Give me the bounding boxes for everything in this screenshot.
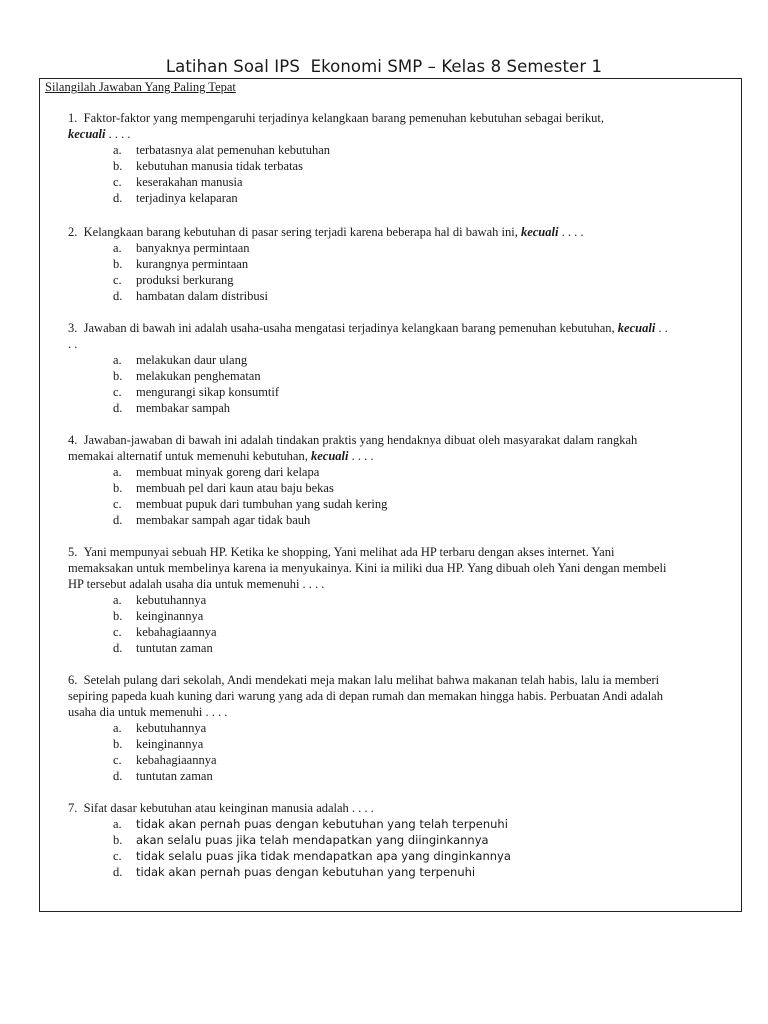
option-a[interactable]: a. membuat minyak goreng dari kelapa xyxy=(113,465,320,479)
option-d[interactable]: d. tuntutan zaman xyxy=(113,769,213,783)
question-6 xyxy=(68,672,738,784)
stem-suffix: . . . . xyxy=(558,225,584,239)
stem-line-3: usaha dia untuk memenuhi . . . . xyxy=(68,705,228,719)
option-list xyxy=(68,816,738,880)
option-d[interactable]: d. membakar sampah agar tidak bauh xyxy=(113,513,311,527)
stem-line-2: memaksakan untuk membelinya karena ia menyukainya. Kini ia miliki dua HP. Yang dibuah oleh Yani dengan membeli xyxy=(68,561,667,575)
option-list xyxy=(68,352,738,416)
option-c[interactable]: c. membuat pupuk dari tumbuhan yang sudah kering xyxy=(113,497,388,511)
option-d[interactable]: d. tuntutan zaman xyxy=(113,641,213,655)
question-number: 2. xyxy=(68,225,78,239)
kecuali-keyword: kecuali xyxy=(617,321,656,335)
option-c[interactable]: c. kebahagiaannya xyxy=(113,625,217,639)
option-list xyxy=(68,240,738,304)
question-number: 1. xyxy=(68,111,78,125)
option-list xyxy=(68,464,738,528)
kecuali-keyword: kecuali xyxy=(520,225,559,239)
option-c[interactable]: c. keserakahan manusia xyxy=(113,175,243,189)
option-a[interactable]: a. kebutuhannya xyxy=(113,721,207,735)
option-d[interactable]: d. membakar sampah xyxy=(113,401,231,415)
option-c[interactable]: c. kebahagiaannya xyxy=(113,753,217,767)
stem-line: Yani mempunyai sebuah HP. Ketika ke shopping, Yani melihat ada HP terbaru dengan akses internet. Yani xyxy=(83,545,615,559)
stem-line-3: HP tersebut adalah usaha dia untuk memenuhi . . . . xyxy=(68,577,325,591)
option-c[interactable]: c. produksi berkurang xyxy=(113,273,234,287)
option-b[interactable]: b. akan selalu puas jika telah mendapatkan yang diinginkannya xyxy=(113,833,489,847)
question-number: 6. xyxy=(68,673,78,687)
option-c[interactable]: c. tidak selalu puas jika tidak mendapatkan apa yang dinginkannya xyxy=(113,849,511,863)
question-4 xyxy=(68,432,738,528)
stem-suffix: . . . . xyxy=(348,449,374,463)
stem-line-2: memakai alternatif untuk memenuhi kebutuhan, kecuali . . . . xyxy=(68,449,374,463)
question-1 xyxy=(68,110,738,206)
stem-keyword-line xyxy=(68,126,738,142)
option-b[interactable]: b. melakukan penghematan xyxy=(113,369,261,383)
stem-line: Kelangkaan barang kebutuhan di pasar sering terjadi karena beberapa hal di bawah ini, xyxy=(83,225,521,239)
option-a[interactable]: a. terbatasnya alat pemenuhan kebutuhan xyxy=(113,143,331,157)
option-list xyxy=(68,142,738,206)
option-d[interactable]: d. hambatan dalam distribusi xyxy=(113,289,268,303)
question-3 xyxy=(68,320,738,416)
option-a[interactable]: a. banyaknya permintaan xyxy=(113,241,250,255)
question-number: 3. xyxy=(68,321,78,335)
question-5 xyxy=(68,544,738,656)
option-list xyxy=(68,592,738,656)
question-stem xyxy=(68,320,738,336)
option-a[interactable]: a. tidak akan pernah puas dengan kebutuhan yang telah terpenuhi xyxy=(113,817,508,831)
page-title: Latihan Soal IPS Ekonomi SMP – Kelas 8 Semester 1 xyxy=(165,57,603,76)
option-b[interactable]: b. kebutuhan manusia tidak terbatas xyxy=(113,159,303,173)
option-b[interactable]: b. kurangnya permintaan xyxy=(113,257,249,271)
question-stem xyxy=(68,672,738,688)
question-number: 5. xyxy=(68,545,78,559)
stem-continuation: . . xyxy=(68,337,78,351)
kecuali-keyword: kecuali xyxy=(310,449,349,463)
option-a[interactable]: a. kebutuhannya xyxy=(113,593,207,607)
stem-suffix: . . . . xyxy=(105,127,131,141)
question-stem xyxy=(68,544,738,560)
stem-line-2: sepiring papeda kuah kuning dari warung yang ada di depan rumah dan memakan hingga habis. Perbuatan Andi adalah xyxy=(68,689,663,703)
question-stem xyxy=(68,800,738,816)
question-stem xyxy=(68,110,738,126)
stem-line: Jawaban di bawah ini adalah usaha-usaha mengatasi terjadinya kelangkaan barang pemenuhan kebutuhan, xyxy=(83,321,618,335)
question-box xyxy=(39,78,742,912)
question-2 xyxy=(68,224,738,304)
kecuali-keyword: kecuali xyxy=(68,127,106,141)
stem-suffix: . . xyxy=(655,321,668,335)
question-number: 7. xyxy=(68,801,78,815)
option-b[interactable]: b. membuah pel dari kaun atau baju bekas xyxy=(113,481,334,495)
instruction: Silangilah Jawaban Yang Paling Tepat xyxy=(45,80,236,94)
option-d[interactable]: d. tidak akan pernah puas dengan kebutuhan yang terpenuhi xyxy=(113,865,476,879)
question-number: 4. xyxy=(68,433,78,447)
stem-line: Sifat dasar kebutuhan atau keinginan manusia adalah . . . . xyxy=(83,801,374,815)
question-7 xyxy=(68,800,738,880)
option-list xyxy=(68,720,738,784)
option-a[interactable]: a. melakukan daur ulang xyxy=(113,353,248,367)
question-stem xyxy=(68,224,738,240)
option-c[interactable]: c. mengurangi sikap konsumtif xyxy=(113,385,280,399)
stem-line: Setelah pulang dari sekolah, Andi mendekati meja makan lalu melihat bahwa makanan telah habis, lalu ia memberi xyxy=(83,673,660,687)
question-stem xyxy=(68,432,738,448)
option-b[interactable]: b. keinginannya xyxy=(113,609,204,623)
stem-line: Jawaban-jawaban di bawah ini adalah tindakan praktis yang hendaknya dibuat oleh masyarakat dalam rangkah xyxy=(83,433,638,447)
stem-line: Faktor-faktor yang mempengaruhi terjadinya kelangkaan barang pemenuhan kebutuhan sebagai berikut, xyxy=(83,111,605,125)
option-d[interactable]: d. terjadinya kelaparan xyxy=(113,191,238,205)
option-b[interactable]: b. keinginannya xyxy=(113,737,204,751)
